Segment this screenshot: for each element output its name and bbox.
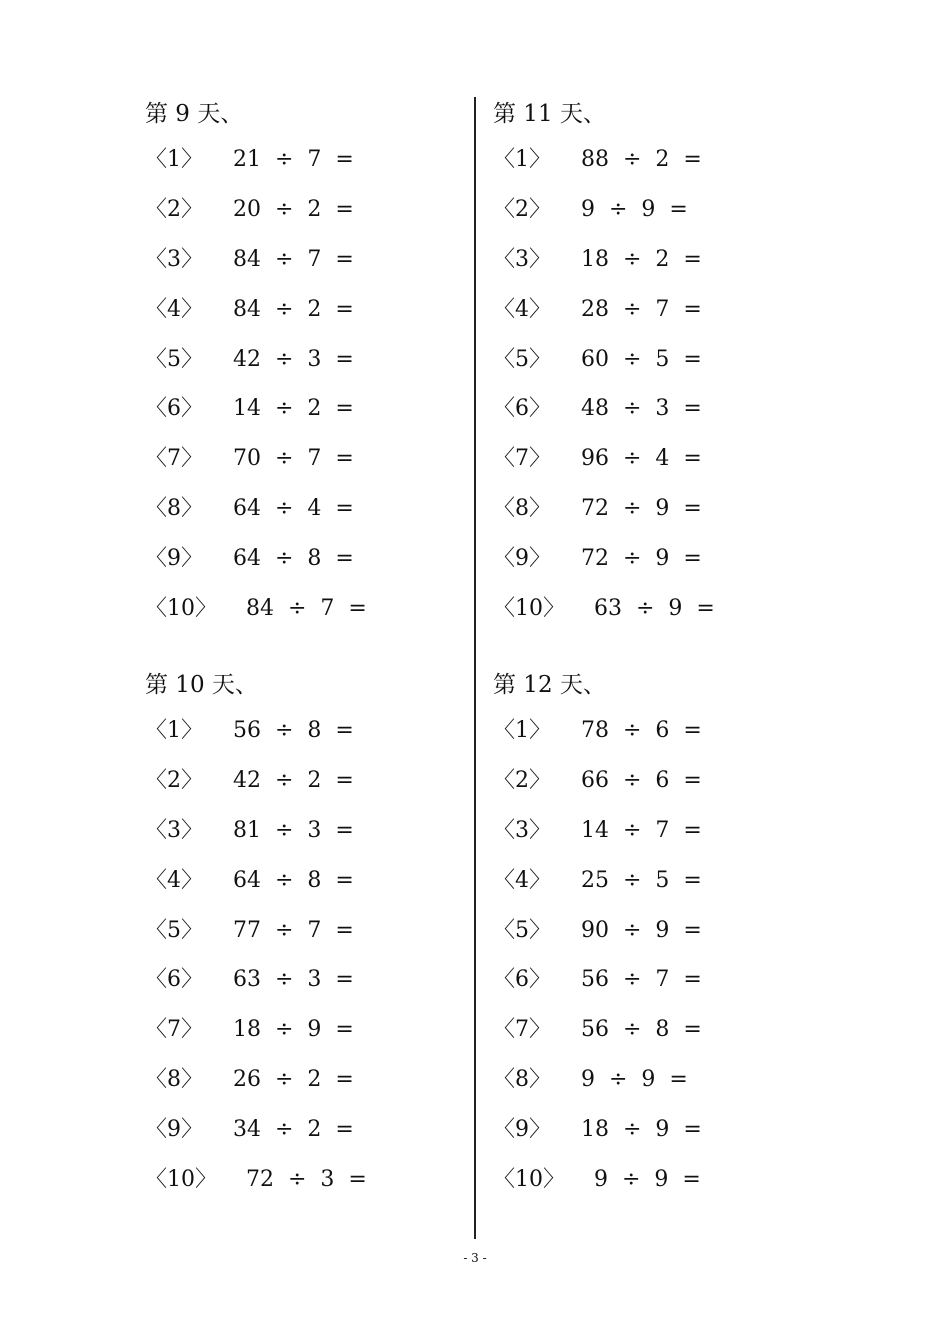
day-title: 第 12 天、 <box>493 672 606 698</box>
problem-number: 〈8〉 <box>493 1067 551 1093</box>
problem-row <box>493 496 813 546</box>
division-expression: 84 ÷ 2 = <box>233 296 354 322</box>
problem-row <box>493 1017 813 1067</box>
problem-number: 〈2〉 <box>493 196 551 222</box>
problem-number: 〈7〉 <box>493 1017 551 1043</box>
problem-number: 〈4〉 <box>493 867 551 893</box>
problem-row <box>145 967 465 1017</box>
problem-row <box>493 147 813 197</box>
division-expression: 18 ÷ 9 = <box>581 1117 702 1143</box>
problem-number: 〈1〉 <box>493 718 551 743</box>
division-expression: 14 ÷ 7 = <box>581 817 702 843</box>
problem-row <box>145 768 465 818</box>
day-section <box>145 668 465 1217</box>
page-number: - 3 - <box>463 1251 487 1265</box>
problem-row <box>145 446 465 496</box>
division-expression: 64 ÷ 8 = <box>233 546 354 572</box>
division-expression: 56 ÷ 8 = <box>233 718 354 743</box>
division-expression: 70 ÷ 7 = <box>233 446 354 472</box>
problem-row <box>145 347 465 397</box>
problem-row <box>145 1017 465 1067</box>
problem-row <box>493 596 813 646</box>
division-expression: 88 ÷ 2 = <box>581 147 702 172</box>
division-expression: 56 ÷ 7 = <box>581 967 702 993</box>
problem-row <box>493 297 813 347</box>
problem-row <box>493 446 813 496</box>
problem-row <box>145 496 465 546</box>
day-title: 第 10 天、 <box>145 672 258 698</box>
problem-row <box>145 1067 465 1117</box>
division-expression: 66 ÷ 6 = <box>581 767 702 793</box>
day-title: 第 11 天、 <box>493 101 606 127</box>
problem-row <box>493 197 813 247</box>
problem-number: 〈9〉 <box>493 1117 551 1143</box>
problem-row <box>493 1167 813 1217</box>
problem-row <box>493 818 813 868</box>
problem-number: 〈7〉 <box>493 446 551 472</box>
division-expression: 9 ÷ 9 = <box>581 1067 688 1093</box>
division-expression: 14 ÷ 2 = <box>233 396 354 422</box>
problem-row <box>493 396 813 446</box>
problem-number: 〈2〉 <box>493 767 551 793</box>
problem-number: 〈9〉 <box>493 546 551 572</box>
division-expression: 64 ÷ 4 = <box>233 496 354 522</box>
problem-row <box>145 247 465 297</box>
division-expression: 9 ÷ 9 = <box>594 1167 701 1193</box>
problem-row <box>145 396 465 446</box>
problem-number: 〈10〉 <box>145 596 217 622</box>
division-expression: 42 ÷ 2 = <box>233 767 354 793</box>
problem-number: 〈5〉 <box>145 346 203 372</box>
division-expression: 78 ÷ 6 = <box>581 718 702 743</box>
division-expression: 48 ÷ 3 = <box>581 396 702 422</box>
problem-number: 〈3〉 <box>145 817 203 843</box>
problem-number: 〈6〉 <box>145 967 203 993</box>
division-expression: 96 ÷ 4 = <box>581 446 702 472</box>
division-expression: 64 ÷ 8 = <box>233 867 354 893</box>
problem-number: 〈8〉 <box>145 1067 203 1093</box>
problem-row <box>493 1117 813 1167</box>
problem-number: 〈5〉 <box>493 346 551 372</box>
division-expression: 18 ÷ 9 = <box>233 1017 354 1043</box>
problem-number: 〈2〉 <box>145 196 203 222</box>
problem-number: 〈4〉 <box>145 296 203 322</box>
problem-number: 〈6〉 <box>493 396 551 422</box>
problem-row <box>145 297 465 347</box>
day-section <box>145 97 465 646</box>
problem-number: 〈1〉 <box>493 147 551 172</box>
division-expression: 90 ÷ 9 = <box>581 917 702 943</box>
problem-number: 〈2〉 <box>145 767 203 793</box>
division-expression: 34 ÷ 2 = <box>233 1117 354 1143</box>
problem-row <box>493 918 813 968</box>
division-expression: 72 ÷ 3 = <box>246 1167 367 1193</box>
problem-row <box>493 868 813 918</box>
problem-row <box>145 868 465 918</box>
column-divider <box>474 97 476 1239</box>
problem-number: 〈3〉 <box>493 246 551 272</box>
problem-row <box>145 596 465 646</box>
division-expression: 20 ÷ 2 = <box>233 196 354 222</box>
division-expression: 63 ÷ 3 = <box>233 967 354 993</box>
problem-number: 〈3〉 <box>145 246 203 272</box>
problem-row <box>145 147 465 197</box>
division-expression: 84 ÷ 7 = <box>233 246 354 272</box>
problem-row <box>145 918 465 968</box>
problem-row <box>493 718 813 768</box>
problem-number: 〈5〉 <box>145 917 203 943</box>
problem-row <box>145 546 465 596</box>
problem-number: 〈9〉 <box>145 546 203 572</box>
problem-number: 〈10〉 <box>493 1167 565 1193</box>
problem-row <box>493 247 813 297</box>
problem-row <box>493 347 813 397</box>
problem-row <box>493 546 813 596</box>
problem-number: 〈3〉 <box>493 817 551 843</box>
problem-row <box>493 1067 813 1117</box>
division-expression: 18 ÷ 2 = <box>581 246 702 272</box>
problem-number: 〈6〉 <box>145 396 203 422</box>
division-expression: 77 ÷ 7 = <box>233 917 354 943</box>
problem-number: 〈7〉 <box>145 446 203 472</box>
problem-row <box>145 1117 465 1167</box>
division-expression: 56 ÷ 8 = <box>581 1017 702 1043</box>
division-expression: 26 ÷ 2 = <box>233 1067 354 1093</box>
division-expression: 25 ÷ 5 = <box>581 867 702 893</box>
problem-number: 〈9〉 <box>145 1117 203 1143</box>
problem-row <box>493 768 813 818</box>
division-expression: 81 ÷ 3 = <box>233 817 354 843</box>
problem-number: 〈1〉 <box>145 147 203 172</box>
problem-number: 〈4〉 <box>493 296 551 322</box>
division-expression: 60 ÷ 5 = <box>581 346 702 372</box>
division-expression: 63 ÷ 9 = <box>594 596 715 622</box>
problem-number: 〈6〉 <box>493 967 551 993</box>
problem-number: 〈10〉 <box>145 1167 217 1193</box>
day-title: 第 9 天、 <box>145 101 244 127</box>
division-expression: 21 ÷ 7 = <box>233 147 354 172</box>
problem-number: 〈8〉 <box>493 496 551 522</box>
day-section <box>493 97 813 646</box>
problem-row <box>145 818 465 868</box>
division-expression: 72 ÷ 9 = <box>581 546 702 572</box>
division-expression: 9 ÷ 9 = <box>581 196 688 222</box>
division-expression: 72 ÷ 9 = <box>581 496 702 522</box>
problem-number: 〈5〉 <box>493 917 551 943</box>
day-section <box>493 668 813 1217</box>
problem-number: 〈8〉 <box>145 496 203 522</box>
division-expression: 84 ÷ 7 = <box>246 596 367 622</box>
problem-number: 〈1〉 <box>145 718 203 743</box>
problem-row <box>145 197 465 247</box>
problem-row <box>145 718 465 768</box>
division-expression: 28 ÷ 7 = <box>581 296 702 322</box>
problem-number: 〈10〉 <box>493 596 565 622</box>
division-expression: 42 ÷ 3 = <box>233 346 354 372</box>
problem-row <box>493 967 813 1017</box>
problem-number: 〈7〉 <box>145 1017 203 1043</box>
problem-row <box>145 1167 465 1217</box>
problem-number: 〈4〉 <box>145 867 203 893</box>
